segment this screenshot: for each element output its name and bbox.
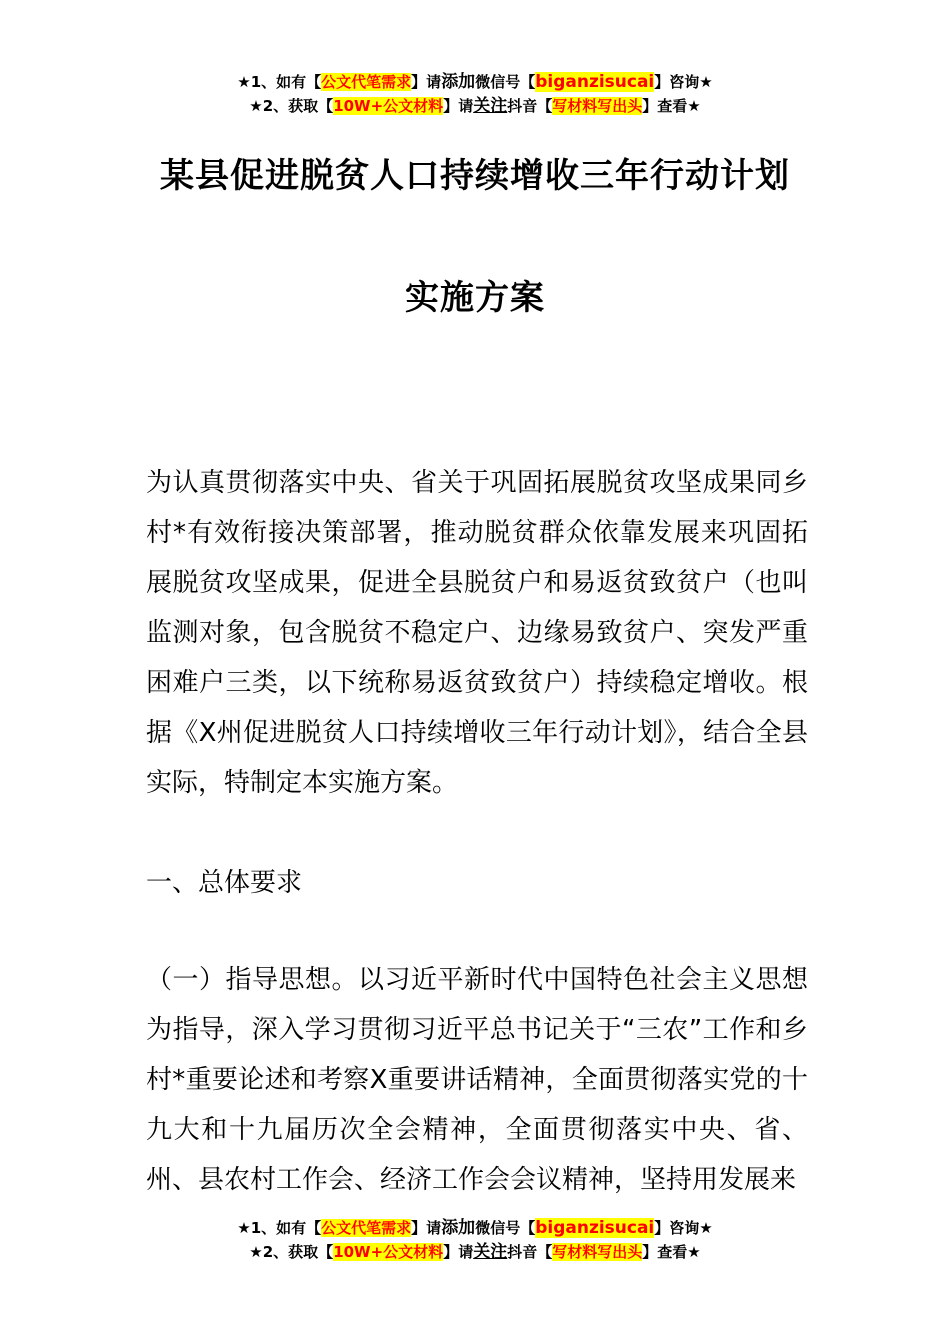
promo-line-1	[0, 1216, 950, 1240]
guiding-ideology-paragraph: （一）指导思想。以习近平新时代中国特色社会主义思想为指导，深入学习贯彻习近平总书记关于“三农”工作和乡村*重要论述和考察X重要讲话精神，全面贯彻落实党的十九大和十九届历次全会精神，全面贯彻落实中央、省、州、县农村工作会、经济工作会会议精神，坚持用发展来	[146, 965, 808, 1195]
promo-text: 微信号【	[475, 73, 536, 91]
document-title-line-1: 某县促进脱贫人口持续增收三年行动计划	[160, 156, 790, 196]
promo-line-2	[0, 94, 950, 118]
promo-text: 】请	[411, 73, 442, 91]
promo-text: 】请	[443, 1243, 474, 1261]
top-promo-banner	[0, 70, 950, 118]
promo-text: 】查看★	[642, 97, 701, 115]
promo-text: 抖音【	[507, 1243, 553, 1261]
promo-emphasis: 关注	[473, 96, 508, 116]
promo-highlight: 公文代笔需求	[321, 1219, 412, 1237]
promo-line-1	[0, 70, 950, 94]
promo-text: 微信号【	[475, 1219, 536, 1237]
promo-text: 】咨询★	[654, 1219, 713, 1237]
promo-emphasis: 关注	[473, 1242, 508, 1262]
promo-text: 】请	[411, 1219, 442, 1237]
promo-wechat-id: biganzisucai	[535, 72, 655, 92]
promo-text: ★1、如有【	[237, 1219, 322, 1237]
promo-douyin-id: 写材料写出头	[552, 1243, 643, 1261]
promo-text: ★2、获取【	[249, 1243, 334, 1261]
promo-line-2	[0, 1240, 950, 1264]
promo-text: 抖音【	[507, 97, 553, 115]
promo-emphasis: 添加	[441, 72, 476, 92]
promo-text: 】咨询★	[654, 73, 713, 91]
section-heading: 一、总体要求	[146, 868, 303, 898]
promo-emphasis: 添加	[441, 1218, 476, 1238]
promo-text: 】请	[443, 97, 474, 115]
promo-douyin-id: 写材料写出头	[552, 97, 643, 115]
document-title-line-2: 实施方案	[405, 278, 545, 318]
promo-text: ★1、如有【	[237, 73, 322, 91]
intro-paragraph: 为认真贯彻落实中央、省关于巩固拓展脱贫攻坚成果同乡村*有效衔接决策部署，推动脱贫群众依靠发展来巩固拓展脱贫攻坚成果，促进全县脱贫户和易返贫致贫户（也叫监测对象，包含脱贫不稳定户、边缘易致贫户、突发严重困难户三类，以下统称易返贫致贫户）持续稳定增收。根据《X州促进脱贫人口持续增收三年行动计划》，结合全县实际，特制定本实施方案。	[146, 468, 808, 798]
bottom-promo-banner	[0, 1216, 950, 1264]
promo-highlight: 10W+公文材料	[333, 97, 444, 115]
promo-text: ★2、获取【	[249, 97, 334, 115]
promo-wechat-id: biganzisucai	[535, 1218, 655, 1238]
promo-highlight: 10W+公文材料	[333, 1243, 444, 1261]
promo-text: 】查看★	[642, 1243, 701, 1261]
promo-highlight: 公文代笔需求	[321, 73, 412, 91]
